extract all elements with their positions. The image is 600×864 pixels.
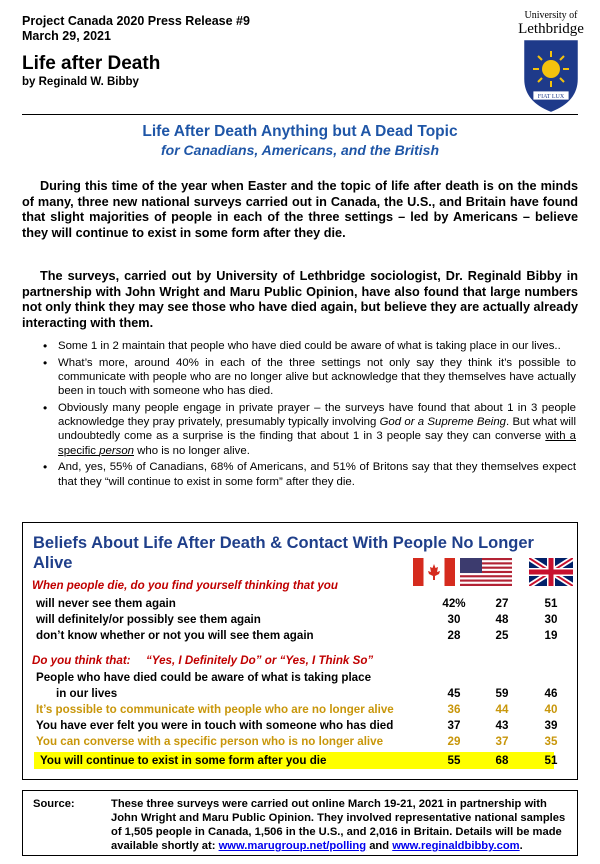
value-uk: 19 bbox=[544, 629, 558, 642]
page-title: Life after Death bbox=[22, 53, 161, 74]
row-label: don’t know whether or not you will see them again bbox=[36, 629, 314, 642]
value-canada: 30 bbox=[447, 613, 461, 626]
list-item: • Some 1 in 2 maintain that people who have died could be aware of what is taking place in our lives.. bbox=[58, 339, 576, 353]
bullet-text: . But what will undoubtedly come as a surprise is the finding that about 1 in 3 people say they can converse bbox=[58, 416, 576, 443]
list-item: • And, yes, 55% of Canadians, 68% of Americans, and 51% of Britons say that they themselves expect that they “will continue to exist in some form” after they die. bbox=[58, 460, 576, 488]
table-row bbox=[36, 670, 576, 685]
logo-university-text: University of bbox=[524, 10, 578, 21]
value-uk: 30 bbox=[544, 613, 558, 626]
question-two: Do you think that: bbox=[32, 654, 131, 667]
uk-flag bbox=[529, 558, 573, 586]
row-label: You have ever felt you were in touch with someone who has died bbox=[36, 719, 394, 732]
table-row bbox=[36, 734, 576, 749]
table-row bbox=[36, 718, 576, 733]
source-label: Source: bbox=[33, 798, 75, 810]
source-end: . bbox=[519, 840, 523, 852]
value-uk: 51 bbox=[544, 754, 558, 767]
value-usa: 68 bbox=[495, 754, 509, 767]
table-row bbox=[36, 702, 576, 717]
intro-paragraph: During this time of the year when Easter and the topic of life after death is on the minds of many, three new national surveys carried out in Canada, the U.S., and Britain have found that slight majorities of people in each of the three settings – led by Americans – believe they will continue to exist in some form after they die. bbox=[22, 179, 578, 240]
bullet-underline: with a specific bbox=[58, 430, 576, 457]
table-row-highlighted bbox=[40, 753, 580, 768]
table-row bbox=[36, 628, 576, 643]
maru-link[interactable]: www.marugroup.net/polling bbox=[218, 840, 367, 852]
row-label: It’s possible to communicate with people who are no longer alive bbox=[36, 703, 394, 716]
second-paragraph: The surveys, carried out by University of Lethbridge sociologist, Dr. Reginald Bibby in partnership with John Wright and Maru Public Opinion, have also found that large numbers not only think they may see those who have died again, but believe they are actually already interacting with them. bbox=[22, 269, 578, 330]
header-divider bbox=[22, 114, 578, 115]
value-usa: 37 bbox=[495, 735, 509, 748]
article-heading bbox=[22, 123, 578, 159]
usa-flag bbox=[460, 558, 512, 586]
value-canada: 29 bbox=[447, 735, 461, 748]
bullet-underline-emphasis: person bbox=[99, 444, 134, 457]
bullet-text: who is no longer alive. bbox=[134, 444, 250, 457]
row-label: in our lives bbox=[56, 687, 118, 700]
value-usa: 59 bbox=[495, 687, 509, 700]
row-label: You will continue to exist in some form after you die bbox=[40, 754, 327, 767]
value-usa: 44 bbox=[495, 703, 509, 716]
canada-flag bbox=[413, 558, 455, 586]
header bbox=[22, 14, 472, 89]
source-and: and bbox=[366, 840, 393, 852]
value-usa: 27 bbox=[495, 597, 509, 610]
value-uk: 35 bbox=[544, 735, 558, 748]
table-row bbox=[36, 612, 576, 627]
value-canada: 37 bbox=[447, 719, 461, 732]
panel-title: Beliefs About Life After Death & Contact With People No Longer Alive bbox=[33, 534, 534, 572]
bibby-link[interactable]: www.reginaldbibby.com bbox=[392, 840, 520, 852]
shield-icon bbox=[521, 39, 581, 113]
source-text bbox=[111, 797, 567, 853]
byline: by Reginald W. Bibby bbox=[22, 76, 139, 88]
list-item: • What’s more, around 40% in each of the three settings not only say they think it’s possible to communicate with people who are no longer alive but acknowledge that they themselves have actually been in touch with someone who has died. bbox=[58, 356, 576, 399]
logo-name-text: Lethbridge bbox=[518, 21, 584, 37]
university-logo bbox=[512, 10, 590, 114]
source-box bbox=[22, 790, 578, 856]
source-body: These three surveys were carried out online March 19-21, 2021 in partnership with John Wright and Maru Public Opinion. They involved representative national samples of 1,505 people in Canada, 1,506 in the U.S., and 2,016 in Britain. Details will be made available shortly at: bbox=[111, 798, 566, 852]
value-usa: 25 bbox=[495, 629, 509, 642]
value-uk: 40 bbox=[544, 703, 558, 716]
release-label: Project Canada 2020 Press Release #9 bbox=[22, 14, 250, 28]
row-label: will never see them again bbox=[36, 597, 176, 610]
table-row bbox=[36, 686, 576, 701]
logo-motto: FIAT LUX bbox=[537, 94, 565, 100]
subheadline: for Canadians, Americans, and the British bbox=[161, 142, 439, 158]
question-two-answers: “Yes, I Definitely Do” or “Yes, I Think So” bbox=[146, 654, 374, 667]
value-uk: 46 bbox=[544, 687, 558, 700]
value-canada: 42% bbox=[442, 597, 466, 610]
row-label: People who have died could be aware of what is taking place bbox=[36, 671, 372, 684]
bullet-emphasis: God or a Supreme Being bbox=[379, 416, 507, 429]
value-usa: 48 bbox=[495, 613, 509, 626]
value-canada: 36 bbox=[447, 703, 461, 716]
value-canada: 55 bbox=[447, 754, 461, 767]
headline: Life After Death Anything but A Dead Topic bbox=[142, 123, 458, 140]
value-usa: 43 bbox=[495, 719, 509, 732]
release-date: March 29, 2021 bbox=[22, 29, 111, 43]
question-one: When people die, do you find yourself thinking that you bbox=[32, 579, 338, 592]
row-label: will definitely/or possibly see them again bbox=[36, 613, 261, 626]
value-canada: 45 bbox=[447, 687, 461, 700]
flag-row bbox=[413, 558, 583, 586]
table-row bbox=[36, 596, 576, 611]
value-uk: 51 bbox=[544, 597, 558, 610]
bullet-text: Obviously many people engage in private prayer – the surveys have found that about 1 in 3 people acknowledge they pray privately, presumably typically involving bbox=[58, 402, 576, 429]
list-item bbox=[58, 401, 576, 458]
findings-list bbox=[58, 339, 576, 491]
value-uk: 39 bbox=[544, 719, 558, 732]
value-canada: 28 bbox=[447, 629, 461, 642]
row-label: You can converse with a specific person who is no longer alive bbox=[36, 735, 384, 748]
